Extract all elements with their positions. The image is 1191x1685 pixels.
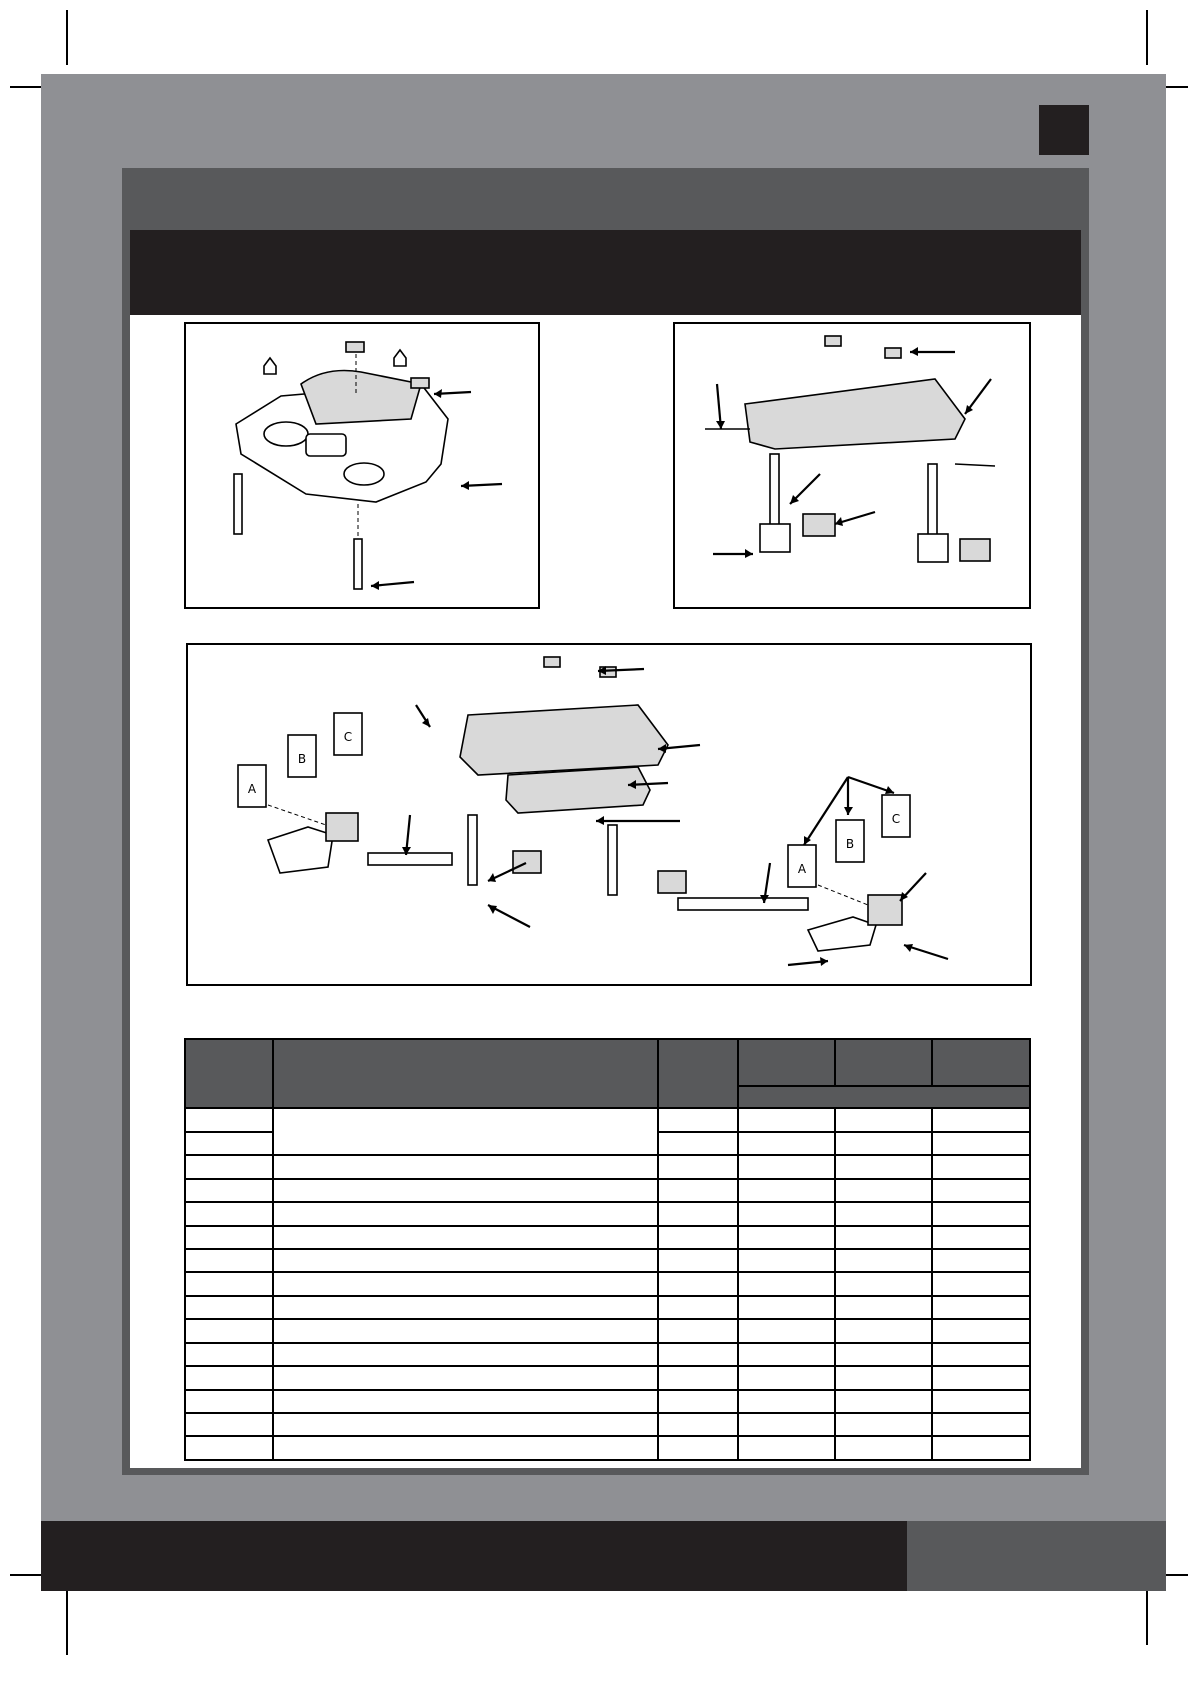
footer-bar	[41, 1521, 907, 1591]
table-row	[185, 1366, 1030, 1389]
table-row	[185, 1390, 1030, 1413]
knob-icon	[544, 657, 560, 667]
cup-holder	[264, 422, 308, 446]
knob-icon	[346, 342, 364, 352]
knob-icon	[885, 348, 901, 358]
table-header-cell	[273, 1039, 658, 1108]
leg-pin	[234, 474, 242, 534]
foot-bracket	[808, 917, 876, 951]
beam-part	[745, 379, 965, 449]
table-row	[185, 1108, 1030, 1131]
table-header-cell	[658, 1039, 738, 1108]
bracket-part	[960, 539, 990, 561]
knob-icon	[825, 336, 841, 346]
bracket-part	[658, 871, 686, 893]
footer-tab	[907, 1521, 1166, 1591]
leg-pin	[354, 539, 362, 589]
post-tube	[468, 815, 477, 885]
crossbar-tube	[368, 853, 452, 865]
tabletop-raised-section	[301, 371, 421, 425]
table-row	[185, 1155, 1030, 1178]
table-row	[185, 1249, 1030, 1272]
table-row	[185, 1296, 1030, 1319]
clamp-part	[326, 813, 358, 841]
knob-icon	[411, 378, 429, 388]
table-row	[185, 1179, 1030, 1202]
bracket-part	[513, 851, 541, 873]
post-tube	[770, 454, 779, 534]
foot-bracket	[268, 827, 333, 873]
table-row	[185, 1202, 1030, 1225]
letter-tag-label: C	[343, 730, 353, 744]
table-header-cell	[185, 1039, 273, 1108]
table-row	[185, 1343, 1030, 1366]
table-row	[185, 1436, 1030, 1460]
tray-slot	[306, 434, 346, 456]
crossbar-tube	[678, 898, 808, 910]
table-header-cell	[738, 1039, 835, 1086]
table-subheader-cell	[738, 1086, 1030, 1108]
clamp-part	[760, 524, 790, 552]
diagram-beam	[673, 322, 1031, 609]
bracket-part	[803, 514, 835, 536]
clamp-part	[868, 895, 902, 925]
table-header-cell	[835, 1039, 932, 1086]
parts-table	[184, 1038, 1031, 1461]
crop-mark	[1146, 1590, 1148, 1645]
crop-mark	[1146, 10, 1148, 65]
page-number-box	[1039, 105, 1089, 155]
table-row	[185, 1226, 1030, 1249]
beam-part	[460, 705, 668, 775]
diagram-table-top	[184, 322, 540, 609]
letter-tag-label: A	[247, 782, 257, 796]
clamp-part	[918, 534, 948, 562]
cap-nut	[394, 350, 406, 366]
crop-mark	[66, 10, 68, 65]
letter-tag-label: A	[797, 862, 807, 876]
letter-tag-label: B	[845, 837, 855, 851]
cup-holder	[344, 463, 384, 485]
post-tube	[928, 464, 937, 544]
letter-tag-label: B	[297, 752, 307, 766]
section-header	[130, 230, 1081, 315]
table-row	[185, 1413, 1030, 1436]
table-header-cell	[932, 1039, 1030, 1086]
post-tube	[608, 825, 617, 895]
diagram-frame	[186, 643, 1032, 986]
crop-mark	[66, 1590, 68, 1655]
table-row	[185, 1319, 1030, 1342]
table-row	[185, 1272, 1030, 1295]
cap-nut	[264, 358, 276, 374]
letter-tag-label: C	[891, 812, 901, 826]
tray-part	[506, 767, 650, 813]
table-header-row	[185, 1039, 1030, 1086]
